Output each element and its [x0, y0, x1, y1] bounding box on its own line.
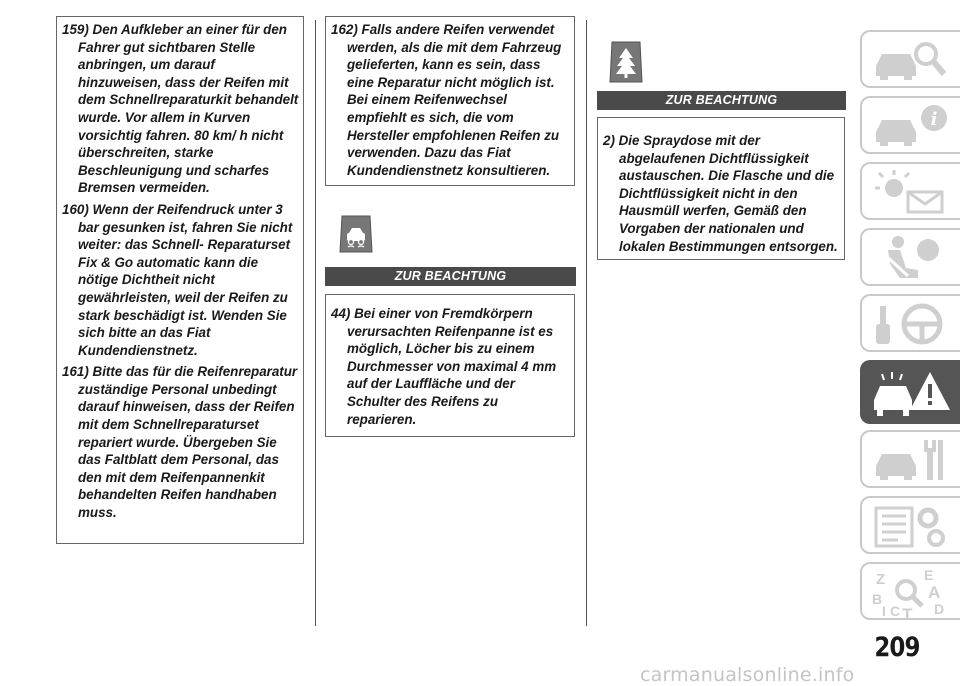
- caution-box-middle: [325, 294, 575, 437]
- warning-lights-icon: [872, 168, 952, 216]
- index-letter: A: [928, 583, 941, 602]
- caution-box-right: [597, 117, 845, 260]
- tab-car-search[interactable]: [860, 30, 960, 88]
- caution-banner-middle: ZUR BEACHTUNG: [325, 267, 576, 286]
- car-maintenance-icon: [872, 436, 952, 484]
- tab-car-info[interactable]: [860, 96, 960, 154]
- airbag-seat-icon: [872, 234, 952, 282]
- notes-box-left: [56, 16, 304, 544]
- tab-car-maintenance[interactable]: [860, 430, 960, 488]
- notes-box-middle: [325, 16, 575, 186]
- caution-text-44: 44) Bei einer von Fremdkörpern verursachten Reifenpanne ist es möglich, Löcher bis zu einem Durchmesser von maximal 4 mm auf der Lauffläche und der Schulter des Reifens zu reparieren.: [331, 306, 557, 427]
- note-161: 161) Bitte das für die Reifenreparatur zuständige Personal unbedingt darauf hinweisen, dass der Reifen mit dem Schnellreparaturset repariert wurde. Übergeben Sie das Faltblatt dem Personal, das den mit dem Reifenpannenkit behandelten Reifen handhaben muss.: [62, 364, 298, 521]
- alphabetical-index-icon: [872, 568, 952, 620]
- index-letter: C: [890, 603, 901, 619]
- column-divider: [586, 20, 587, 626]
- index-letter: Z: [876, 571, 886, 588]
- tab-car-emergency[interactable]: [860, 360, 960, 424]
- note-162: 162) Falls andere Reifen verwendet werden, als die mit dem Fahrzeug gelieferten, kann es sein, dass eine Reparatur nicht möglich ist. Bei einem Reifenwechsel empfiehlt es sich, die vom Hersteller empfohlenen Reifen zu verwenden. Dazu das Fiat Kundendienstnetz konsultieren.: [331, 22, 562, 178]
- note-160: 160) Wenn der Reifendruck unter 3 bar gesunken ist, fahren Sie nicht weiter: das Schnell- Reparaturset Fix & Go automatic kann die nötige Dichtheit nicht gewährleisten, weil der Reifen zu stark beschädigt ist. Wenden Sie sich bitte an das Fiat Kundendienstnetz.: [62, 201, 293, 358]
- environment-tree-icon: [606, 40, 646, 84]
- car-skid-warning-icon: [336, 214, 376, 254]
- caution-text-2: 2) Die Spraydose mit der abgelaufenen Dichtflüssigkeit austauschen. Die Flasche und die Dichtflüssigkeit nicht in den Hausmüll werfen, Gemäß den Vorgaben der nationalen und lokalen Bestimmungen entsorgen.: [603, 133, 838, 254]
- note-159: 159) Den Aufkleber an einer für den Fahrer gut sichtbaren Stelle anbringen, um darauf hinzuweisen, dass der Reifen mit dem Schnellreparaturkit behandelt wurde. Vor allem in Kurven vorsichtig fahren. 80 km/ h nicht überschreiten, starke Beschleunigung und scharfes Bremsen vermeiden.: [62, 22, 299, 196]
- caution-banner-right: ZUR BEACHTUNG: [597, 91, 846, 110]
- index-letter: E: [924, 568, 934, 583]
- column-divider: [315, 20, 316, 626]
- tab-airbag-seat[interactable]: [860, 228, 960, 286]
- tab-warning-lights[interactable]: [860, 162, 960, 220]
- technical-data-icon: [872, 502, 952, 550]
- index-letter: I: [882, 603, 886, 619]
- tab-alphabetical-index[interactable]: [860, 562, 960, 620]
- steering-wheel-key-icon: [872, 300, 952, 348]
- car-info-icon: [872, 102, 952, 150]
- index-letter: B: [872, 591, 883, 607]
- car-emergency-icon: [872, 366, 952, 418]
- svg-text:i: i: [930, 109, 938, 130]
- index-letter: T: [902, 605, 913, 620]
- tab-technical-data[interactable]: [860, 496, 960, 554]
- index-letter: D: [934, 601, 945, 617]
- tab-steering-key[interactable]: [860, 294, 960, 352]
- watermark: carmanualsonline.info: [640, 664, 855, 686]
- car-search-icon: [872, 36, 952, 84]
- page-number: 209: [874, 632, 920, 663]
